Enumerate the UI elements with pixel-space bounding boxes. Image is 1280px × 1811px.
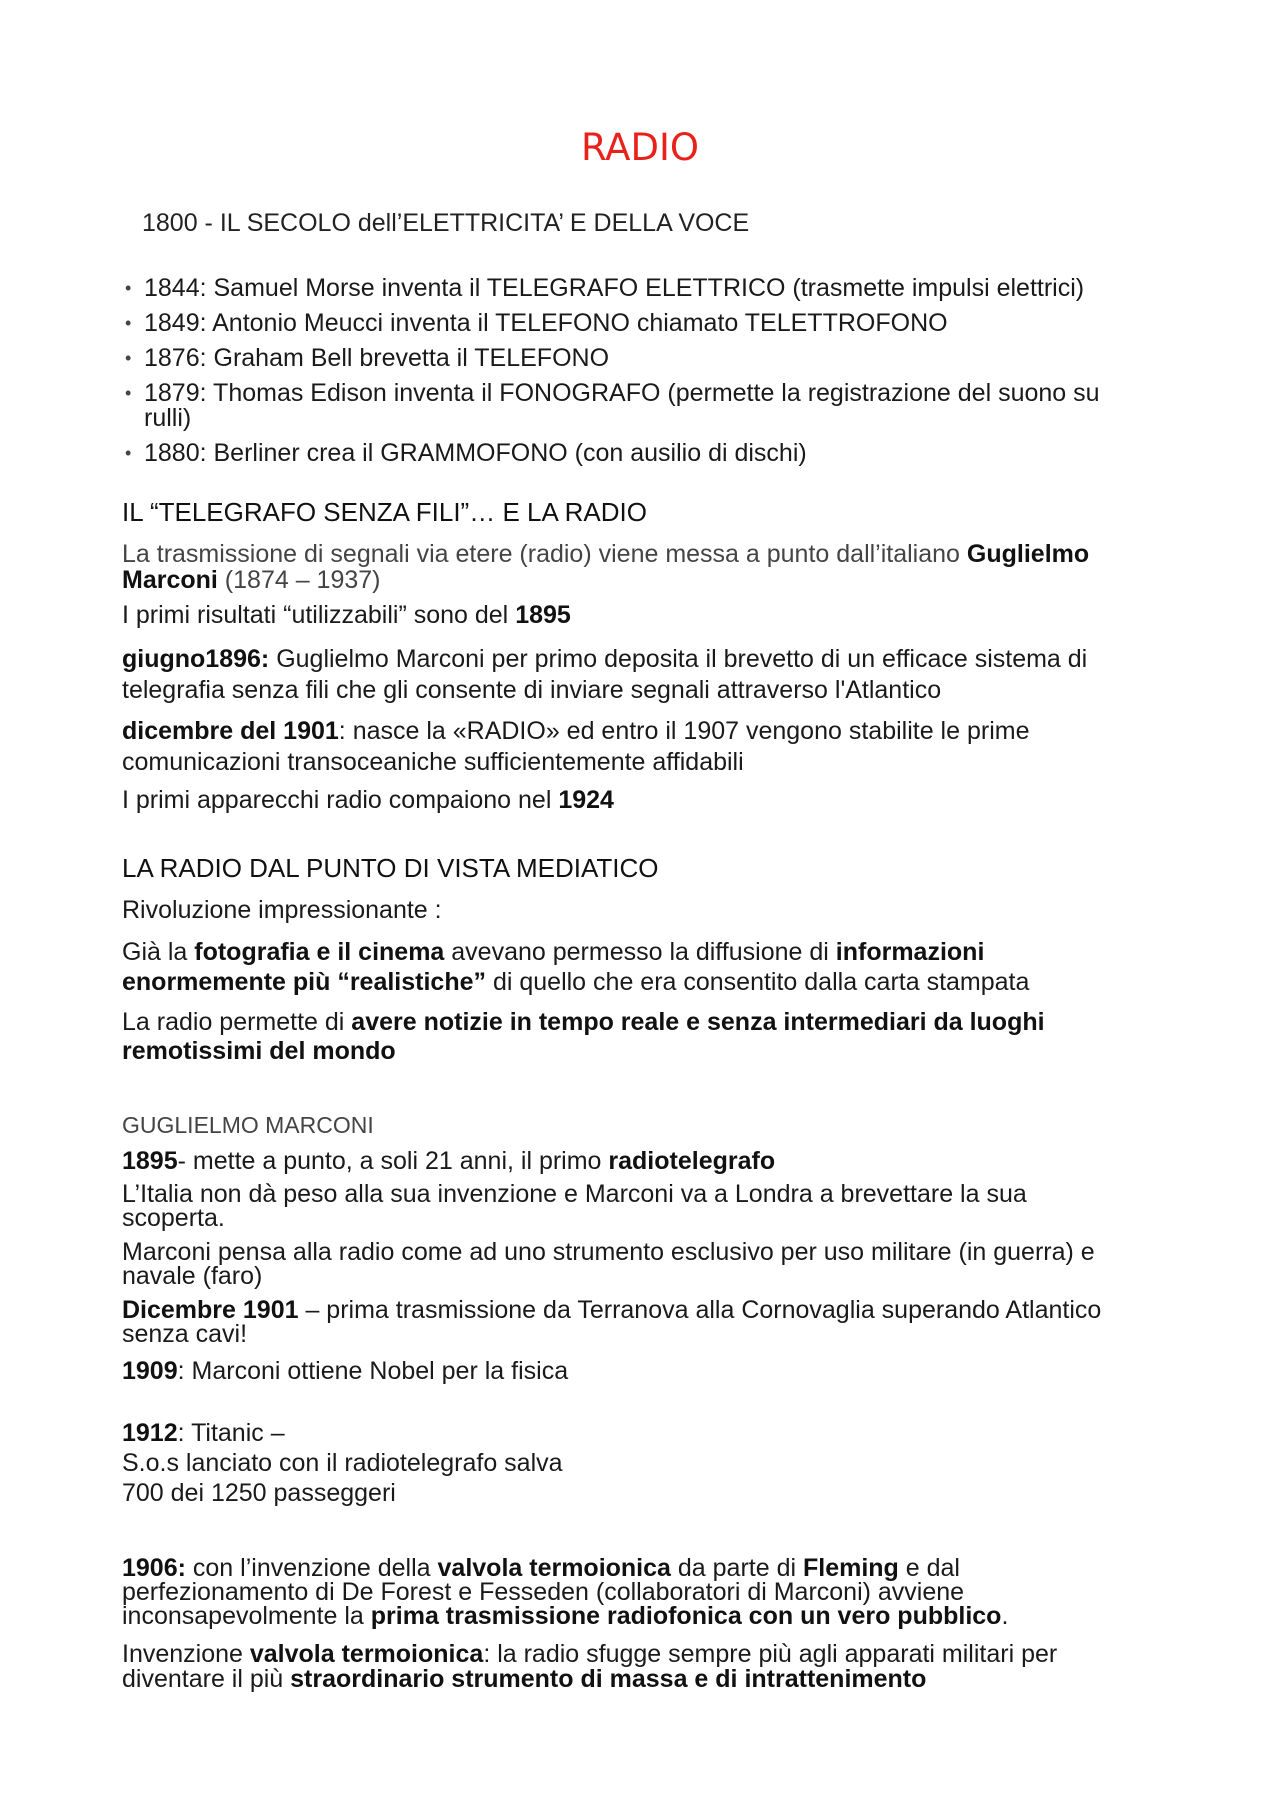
paragraph: Rivoluzione impressionante : [122,896,442,924]
page-subtitle: 1800 - IL SECOLO dell’ELETTRICITA’ E DELLA VOCE [142,209,750,237]
list-item: • 1844: Samuel Morse inventa il TELEGRAFO ELETTRICO (trasmette impulsi elettrici) [125,276,1145,301]
paragraph: La trasmissione di segnali via etere (radio) viene messa a punto dall’italiano Guglielmo Marconi (1874 – 1937) [122,540,1090,594]
section-heading-marconi: GUGLIELMO MARCONI [122,1112,374,1138]
paragraph: 1895- mette a punto, a soli 21 anni, il primo radiotelegrafo [122,1147,776,1175]
paragraph: Invenzione valvola termoionica: la radio sfugge sempre più agli apparati militari per diventare il più straordinario strumento di massa e di intrattenimento [122,1640,1058,1693]
list-item: • 1879: Thomas Edison inventa il FONOGRAFO (permette la registrazione del suono su rulli) [125,381,1144,431]
list-item: • 1876: Graham Bell brevetta il TELEFONO [125,346,1145,371]
section-heading-mediatico: LA RADIO DAL PUNTO DI VISTA MEDIATICO [122,853,659,883]
paragraph: La radio permette di avere notizie in tempo reale e senza intermediari da luoghi remotissimi del mondo [122,1008,1045,1065]
paragraph: Già la fotografia e il cinema avevano permesso la diffusione di informazioni enormemente più “realistiche” di quello che era consentito dalla carta stampata [122,938,1030,996]
page-title: RADIO [580,126,700,169]
timeline-list [125,276,1145,476]
list-item: • 1880: Berliner crea il GRAMMOFONO (con ausilio di dischi) [125,441,1145,466]
paragraph: giugno1896: Guglielmo Marconi per primo deposita il brevetto di un efficace sistema di telegrafia senza fili che gli consente di inviare segnali attraverso l'Atlantico [122,645,1088,704]
paragraph: 1909: Marconi ottiene Nobel per la fisica [122,1357,569,1385]
paragraph: I primi risultati “utilizzabili” sono del 1895 [122,601,571,629]
paragraph: I primi apparecchi radio compaiono nel 1924 [122,786,614,814]
paragraph: dicembre del 1901: nasce la «RADIO» ed entro il 1907 vengono stabilite le prime comunicazioni transoceaniche sufficientemente affidabili [122,717,1030,776]
paragraph: Dicembre 1901 – prima trasmissione da Terranova alla Cornovaglia superando Atlantico senza cavi! [122,1296,1102,1348]
list-item: • 1849: Antonio Meucci inventa il TELEFONO chiamato TELETTROFONO [125,311,1145,336]
paragraph: L’Italia non dà peso alla sua invenzione e Marconi va a Londra a brevettare la sua scoperta. [122,1180,1027,1232]
paragraph: 1912: Titanic – S.o.s lanciato con il radiotelegrafo salva 700 dei 1250 passeggeri [122,1419,563,1507]
paragraph: 1906: con l’invenzione della valvola termoionica da parte di Fleming e dal perfezionamento di De Forest e Fesseden (collaboratori di Marconi) avviene inconsapevolmente la prima trasmissione radiofonica con un vero pubblico. [122,1554,1009,1630]
section-heading-telegrafo: IL “TELEGRAFO SENZA FILI”… E LA RADIO [122,497,647,527]
paragraph: Marconi pensa alla radio come ad uno strumento esclusivo per uso militare (in guerra) e navale (faro) [122,1238,1095,1290]
